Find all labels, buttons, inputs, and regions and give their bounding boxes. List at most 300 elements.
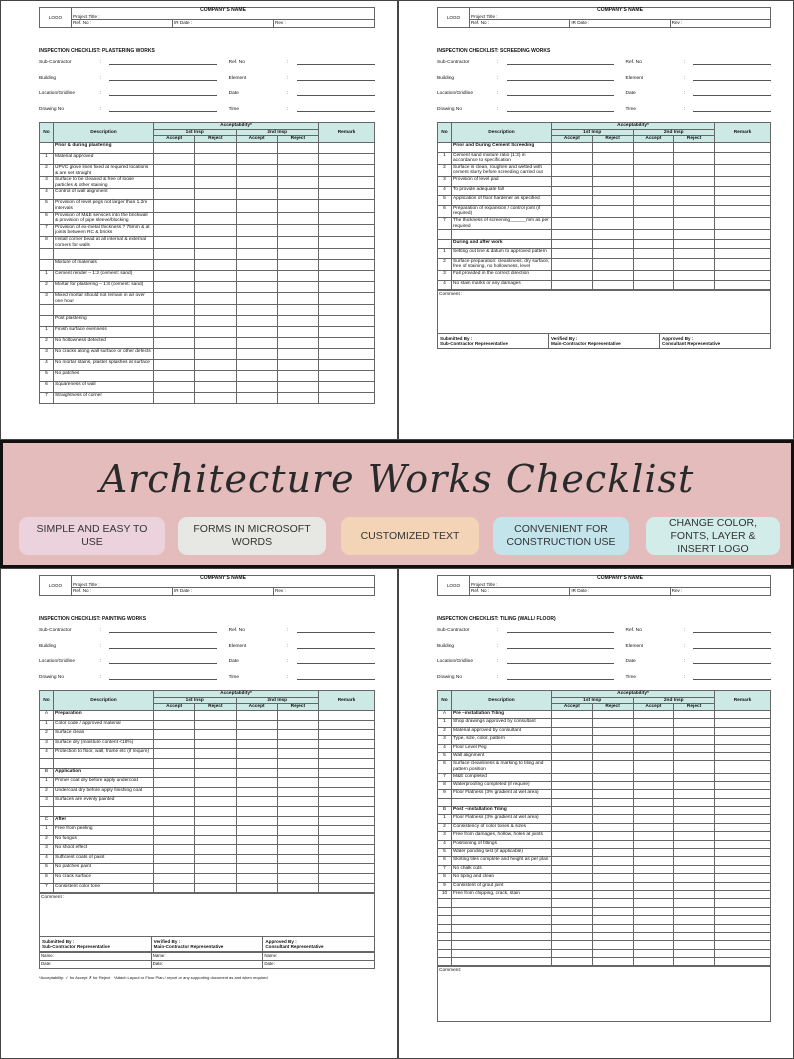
reject-cell[interactable] [592, 815, 633, 823]
field-input[interactable] [693, 107, 771, 112]
remark-cell[interactable] [715, 958, 771, 966]
reject-cell[interactable] [277, 816, 318, 826]
remark-cell[interactable] [715, 807, 771, 815]
remark-cell[interactable] [715, 840, 771, 848]
remark-cell[interactable] [715, 271, 771, 281]
reject-cell[interactable] [674, 823, 715, 831]
accept-cell[interactable] [552, 249, 593, 259]
reject-cell[interactable] [592, 840, 633, 848]
accept-cell[interactable] [236, 835, 277, 845]
accept-cell[interactable] [154, 749, 195, 759]
reject-cell[interactable] [195, 177, 236, 189]
reject-cell[interactable] [674, 205, 715, 217]
reject-cell[interactable] [277, 271, 318, 282]
remark-cell[interactable] [319, 874, 375, 884]
reject-cell[interactable] [277, 393, 318, 404]
reject-cell[interactable] [195, 164, 236, 176]
accept-cell[interactable] [633, 840, 674, 848]
accept-cell[interactable] [633, 790, 674, 798]
reject-cell[interactable] [195, 236, 236, 248]
reject-cell[interactable] [674, 727, 715, 735]
remark-cell[interactable] [715, 890, 771, 898]
accept-cell[interactable] [236, 224, 277, 236]
reject-cell[interactable] [674, 271, 715, 281]
reject-cell[interactable] [674, 176, 715, 186]
remark-cell[interactable] [715, 152, 771, 164]
field-input[interactable] [109, 659, 216, 664]
reject-cell[interactable] [277, 854, 318, 864]
accept-cell[interactable] [154, 327, 195, 338]
remark-cell[interactable] [715, 176, 771, 186]
reject-cell[interactable] [195, 360, 236, 371]
reject-cell[interactable] [592, 857, 633, 865]
remark-cell[interactable] [319, 177, 375, 189]
remark-cell[interactable] [715, 773, 771, 781]
reject-cell[interactable] [674, 865, 715, 873]
reject-cell[interactable] [277, 710, 318, 720]
field-input[interactable] [507, 91, 614, 96]
accept-cell[interactable] [552, 899, 593, 907]
accept-cell[interactable] [154, 271, 195, 282]
reject-cell[interactable] [277, 883, 318, 893]
accept-cell[interactable] [552, 736, 593, 744]
remark-cell[interactable] [319, 142, 375, 153]
remark-cell[interactable] [715, 849, 771, 857]
accept-cell[interactable] [552, 849, 593, 857]
reject-cell[interactable] [195, 710, 236, 720]
reject-cell[interactable] [592, 710, 633, 718]
reject-cell[interactable] [674, 761, 715, 773]
accept-cell[interactable] [154, 360, 195, 371]
reject-cell[interactable] [277, 758, 318, 768]
reject-cell[interactable] [195, 382, 236, 393]
reject-cell[interactable] [277, 282, 318, 293]
accept-cell[interactable] [552, 840, 593, 848]
remark-cell[interactable] [715, 899, 771, 907]
reject-cell[interactable] [277, 249, 318, 260]
accept-cell[interactable] [236, 371, 277, 382]
reject-cell[interactable] [195, 316, 236, 327]
reject-cell[interactable] [674, 773, 715, 781]
accept-cell[interactable] [633, 142, 674, 152]
reject-cell[interactable] [674, 857, 715, 865]
accept-cell[interactable] [236, 758, 277, 768]
accept-cell[interactable] [552, 164, 593, 176]
remark-cell[interactable] [715, 719, 771, 727]
reject-cell[interactable] [592, 152, 633, 164]
accept-cell[interactable] [154, 200, 195, 212]
accept-cell[interactable] [236, 189, 277, 200]
accept-cell[interactable] [633, 249, 674, 259]
reject-cell[interactable] [674, 186, 715, 196]
accept-cell[interactable] [633, 217, 674, 229]
remark-cell[interactable] [319, 271, 375, 282]
remark-cell[interactable] [319, 236, 375, 248]
remark-cell[interactable] [319, 360, 375, 371]
accept-cell[interactable] [236, 360, 277, 371]
field-input[interactable] [109, 675, 216, 680]
reject-cell[interactable] [674, 798, 715, 806]
reject-cell[interactable] [592, 865, 633, 873]
field-input[interactable] [109, 644, 216, 649]
accept-cell[interactable] [633, 832, 674, 840]
remark-cell[interactable] [319, 393, 375, 404]
accept-cell[interactable] [154, 212, 195, 224]
reject-cell[interactable] [592, 196, 633, 206]
accept-cell[interactable] [236, 806, 277, 816]
remark-cell[interactable] [715, 164, 771, 176]
accept-cell[interactable] [236, 739, 277, 749]
accept-cell[interactable] [236, 338, 277, 349]
remark-cell[interactable] [319, 338, 375, 349]
accept-cell[interactable] [154, 787, 195, 797]
accept-cell[interactable] [236, 249, 277, 260]
accept-cell[interactable] [154, 305, 195, 316]
reject-cell[interactable] [195, 874, 236, 884]
field-input[interactable] [507, 644, 614, 649]
field-input[interactable] [693, 91, 771, 96]
accept-cell[interactable] [552, 907, 593, 915]
remark-cell[interactable] [715, 781, 771, 789]
field-input[interactable] [693, 675, 771, 680]
accept-cell[interactable] [154, 758, 195, 768]
reject-cell[interactable] [592, 890, 633, 898]
reject-cell[interactable] [195, 816, 236, 826]
accept-cell[interactable] [552, 280, 593, 290]
remark-cell[interactable] [715, 790, 771, 798]
reject-cell[interactable] [592, 932, 633, 940]
remark-cell[interactable] [715, 857, 771, 865]
accept-cell[interactable] [552, 916, 593, 924]
comment-box[interactable] [437, 966, 771, 1022]
verified-by[interactable] [549, 334, 660, 348]
field-input[interactable] [297, 60, 375, 65]
reject-cell[interactable] [195, 327, 236, 338]
remark-cell[interactable] [715, 882, 771, 890]
reject-cell[interactable] [592, 807, 633, 815]
accept-cell[interactable] [154, 338, 195, 349]
accept-cell[interactable] [154, 236, 195, 248]
accept-cell[interactable] [154, 883, 195, 893]
reject-cell[interactable] [195, 797, 236, 807]
reject-cell[interactable] [592, 719, 633, 727]
remark-cell[interactable] [715, 761, 771, 773]
field-input[interactable] [297, 107, 375, 112]
reject-cell[interactable] [195, 768, 236, 778]
remark-cell[interactable] [319, 293, 375, 305]
remark-cell[interactable] [715, 710, 771, 718]
accept-cell[interactable] [633, 857, 674, 865]
reject-cell[interactable] [592, 258, 633, 270]
accept-cell[interactable] [236, 720, 277, 730]
reject-cell[interactable] [674, 736, 715, 744]
remark-cell[interactable] [319, 749, 375, 759]
field-input[interactable] [297, 659, 375, 664]
accept-cell[interactable] [633, 239, 674, 249]
remark-cell[interactable] [715, 865, 771, 873]
accept-cell[interactable] [552, 807, 593, 815]
accept-cell[interactable] [552, 958, 593, 966]
reject-cell[interactable] [674, 258, 715, 270]
reject-cell[interactable] [277, 720, 318, 730]
accept-cell[interactable] [154, 826, 195, 836]
accept-cell[interactable] [633, 781, 674, 789]
accept-cell[interactable] [154, 730, 195, 740]
accept-cell[interactable] [633, 258, 674, 270]
accept-cell[interactable] [154, 864, 195, 874]
reject-cell[interactable] [195, 282, 236, 293]
reject-cell[interactable] [195, 260, 236, 271]
accept-cell[interactable] [236, 710, 277, 720]
reject-cell[interactable] [195, 864, 236, 874]
accept-cell[interactable] [552, 176, 593, 186]
accept-cell[interactable] [154, 316, 195, 327]
reject-cell[interactable] [195, 787, 236, 797]
accept-cell[interactable] [236, 212, 277, 224]
accept-cell[interactable] [236, 883, 277, 893]
reject-cell[interactable] [277, 739, 318, 749]
reject-cell[interactable] [674, 815, 715, 823]
reject-cell[interactable] [277, 293, 318, 305]
accept-cell[interactable] [236, 153, 277, 164]
reject-cell[interactable] [195, 393, 236, 404]
approved-by[interactable] [263, 937, 374, 951]
accept-cell[interactable] [236, 271, 277, 282]
reject-cell[interactable] [277, 177, 318, 189]
reject-cell[interactable] [277, 142, 318, 153]
accept-cell[interactable] [633, 186, 674, 196]
remark-cell[interactable] [715, 249, 771, 259]
accept-cell[interactable] [154, 768, 195, 778]
reject-cell[interactable] [592, 832, 633, 840]
verified-by[interactable] [152, 937, 264, 951]
remark-cell[interactable] [319, 739, 375, 749]
remark-cell[interactable] [319, 778, 375, 788]
reject-cell[interactable] [592, 164, 633, 176]
reject-cell[interactable] [195, 293, 236, 305]
accept-cell[interactable] [154, 835, 195, 845]
remark-cell[interactable] [319, 816, 375, 826]
accept-cell[interactable] [236, 200, 277, 212]
accept-cell[interactable] [154, 797, 195, 807]
accept-cell[interactable] [236, 177, 277, 189]
remark-cell[interactable] [319, 200, 375, 212]
accept-cell[interactable] [633, 882, 674, 890]
reject-cell[interactable] [592, 907, 633, 915]
accept-cell[interactable] [633, 761, 674, 773]
accept-cell[interactable] [633, 230, 674, 240]
field-input[interactable] [109, 76, 216, 81]
reject-cell[interactable] [195, 826, 236, 836]
remark-cell[interactable] [319, 316, 375, 327]
accept-cell[interactable] [236, 797, 277, 807]
remark-cell[interactable] [319, 224, 375, 236]
reject-cell[interactable] [674, 790, 715, 798]
accept-cell[interactable] [236, 293, 277, 305]
reject-cell[interactable] [195, 189, 236, 200]
accept-cell[interactable] [633, 710, 674, 718]
reject-cell[interactable] [277, 778, 318, 788]
reject-cell[interactable] [195, 758, 236, 768]
remark-cell[interactable] [319, 282, 375, 293]
reject-cell[interactable] [592, 941, 633, 949]
field-input[interactable] [297, 644, 375, 649]
remark-cell[interactable] [319, 305, 375, 316]
remark-cell[interactable] [715, 823, 771, 831]
reject-cell[interactable] [195, 212, 236, 224]
accept-cell[interactable] [552, 196, 593, 206]
accept-cell[interactable] [236, 282, 277, 293]
accept-cell[interactable] [154, 710, 195, 720]
accept-cell[interactable] [154, 189, 195, 200]
reject-cell[interactable] [674, 744, 715, 752]
reject-cell[interactable] [277, 835, 318, 845]
remark-cell[interactable] [715, 230, 771, 240]
remark-cell[interactable] [715, 924, 771, 932]
accept-cell[interactable] [633, 907, 674, 915]
reject-cell[interactable] [195, 271, 236, 282]
reject-cell[interactable] [592, 899, 633, 907]
accept-cell[interactable] [154, 806, 195, 816]
accept-cell[interactable] [236, 787, 277, 797]
reject-cell[interactable] [592, 280, 633, 290]
reject-cell[interactable] [195, 806, 236, 816]
reject-cell[interactable] [592, 752, 633, 760]
remark-cell[interactable] [715, 815, 771, 823]
remark-cell[interactable] [319, 768, 375, 778]
accept-cell[interactable] [552, 924, 593, 932]
accept-cell[interactable] [552, 752, 593, 760]
accept-cell[interactable] [633, 205, 674, 217]
reject-cell[interactable] [195, 338, 236, 349]
accept-cell[interactable] [236, 142, 277, 153]
accept-cell[interactable] [552, 230, 593, 240]
accept-cell[interactable] [633, 849, 674, 857]
field-input[interactable] [507, 60, 614, 65]
accept-cell[interactable] [154, 845, 195, 855]
reject-cell[interactable] [277, 382, 318, 393]
accept-cell[interactable] [236, 316, 277, 327]
accept-cell[interactable] [552, 142, 593, 152]
reject-cell[interactable] [674, 217, 715, 229]
accept-cell[interactable] [633, 932, 674, 940]
remark-cell[interactable] [715, 916, 771, 924]
reject-cell[interactable] [674, 907, 715, 915]
accept-cell[interactable] [154, 164, 195, 176]
remark-cell[interactable] [715, 949, 771, 957]
accept-cell[interactable] [236, 874, 277, 884]
remark-cell[interactable] [715, 239, 771, 249]
approved-by[interactable] [660, 334, 770, 348]
field-input[interactable] [297, 675, 375, 680]
reject-cell[interactable] [277, 316, 318, 327]
remark-cell[interactable] [319, 710, 375, 720]
reject-cell[interactable] [592, 217, 633, 229]
remark-cell[interactable] [319, 382, 375, 393]
reject-cell[interactable] [195, 249, 236, 260]
reject-cell[interactable] [674, 840, 715, 848]
remark-cell[interactable] [715, 907, 771, 915]
accept-cell[interactable] [552, 205, 593, 217]
reject-cell[interactable] [592, 924, 633, 932]
submitted-by[interactable] [438, 334, 549, 348]
accept-cell[interactable] [633, 807, 674, 815]
accept-cell[interactable] [633, 865, 674, 873]
field-input[interactable] [109, 628, 216, 633]
accept-cell[interactable] [552, 815, 593, 823]
field-input[interactable] [297, 628, 375, 633]
remark-cell[interactable] [715, 744, 771, 752]
accept-cell[interactable] [552, 823, 593, 831]
accept-cell[interactable] [633, 798, 674, 806]
accept-cell[interactable] [633, 152, 674, 164]
accept-cell[interactable] [633, 271, 674, 281]
remark-cell[interactable] [319, 883, 375, 893]
accept-cell[interactable] [236, 854, 277, 864]
reject-cell[interactable] [674, 230, 715, 240]
remark-cell[interactable] [715, 752, 771, 760]
reject-cell[interactable] [277, 327, 318, 338]
reject-cell[interactable] [592, 727, 633, 735]
accept-cell[interactable] [552, 890, 593, 898]
reject-cell[interactable] [277, 338, 318, 349]
remark-cell[interactable] [715, 736, 771, 744]
reject-cell[interactable] [592, 949, 633, 957]
reject-cell[interactable] [592, 205, 633, 217]
reject-cell[interactable] [674, 949, 715, 957]
reject-cell[interactable] [592, 271, 633, 281]
comment-box[interactable] [437, 290, 771, 334]
accept-cell[interactable] [154, 293, 195, 305]
remark-cell[interactable] [319, 349, 375, 360]
reject-cell[interactable] [277, 224, 318, 236]
accept-cell[interactable] [154, 142, 195, 153]
reject-cell[interactable] [195, 739, 236, 749]
reject-cell[interactable] [674, 752, 715, 760]
accept-cell[interactable] [552, 719, 593, 727]
remark-cell[interactable] [319, 164, 375, 176]
remark-cell[interactable] [715, 941, 771, 949]
reject-cell[interactable] [277, 349, 318, 360]
accept-cell[interactable] [154, 854, 195, 864]
accept-cell[interactable] [552, 727, 593, 735]
remark-cell[interactable] [319, 797, 375, 807]
remark-cell[interactable] [319, 854, 375, 864]
accept-cell[interactable] [552, 857, 593, 865]
accept-cell[interactable] [633, 890, 674, 898]
reject-cell[interactable] [674, 832, 715, 840]
remark-cell[interactable] [715, 832, 771, 840]
remark-cell[interactable] [715, 142, 771, 152]
accept-cell[interactable] [236, 327, 277, 338]
reject-cell[interactable] [592, 882, 633, 890]
reject-cell[interactable] [277, 768, 318, 778]
reject-cell[interactable] [195, 778, 236, 788]
remark-cell[interactable] [715, 196, 771, 206]
comment-box[interactable] [39, 893, 375, 937]
accept-cell[interactable] [633, 924, 674, 932]
reject-cell[interactable] [592, 823, 633, 831]
accept-cell[interactable] [552, 761, 593, 773]
reject-cell[interactable] [277, 371, 318, 382]
reject-cell[interactable] [674, 710, 715, 718]
accept-cell[interactable] [236, 826, 277, 836]
accept-cell[interactable] [154, 282, 195, 293]
accept-cell[interactable] [154, 153, 195, 164]
reject-cell[interactable] [592, 239, 633, 249]
reject-cell[interactable] [277, 200, 318, 212]
accept-cell[interactable] [633, 899, 674, 907]
